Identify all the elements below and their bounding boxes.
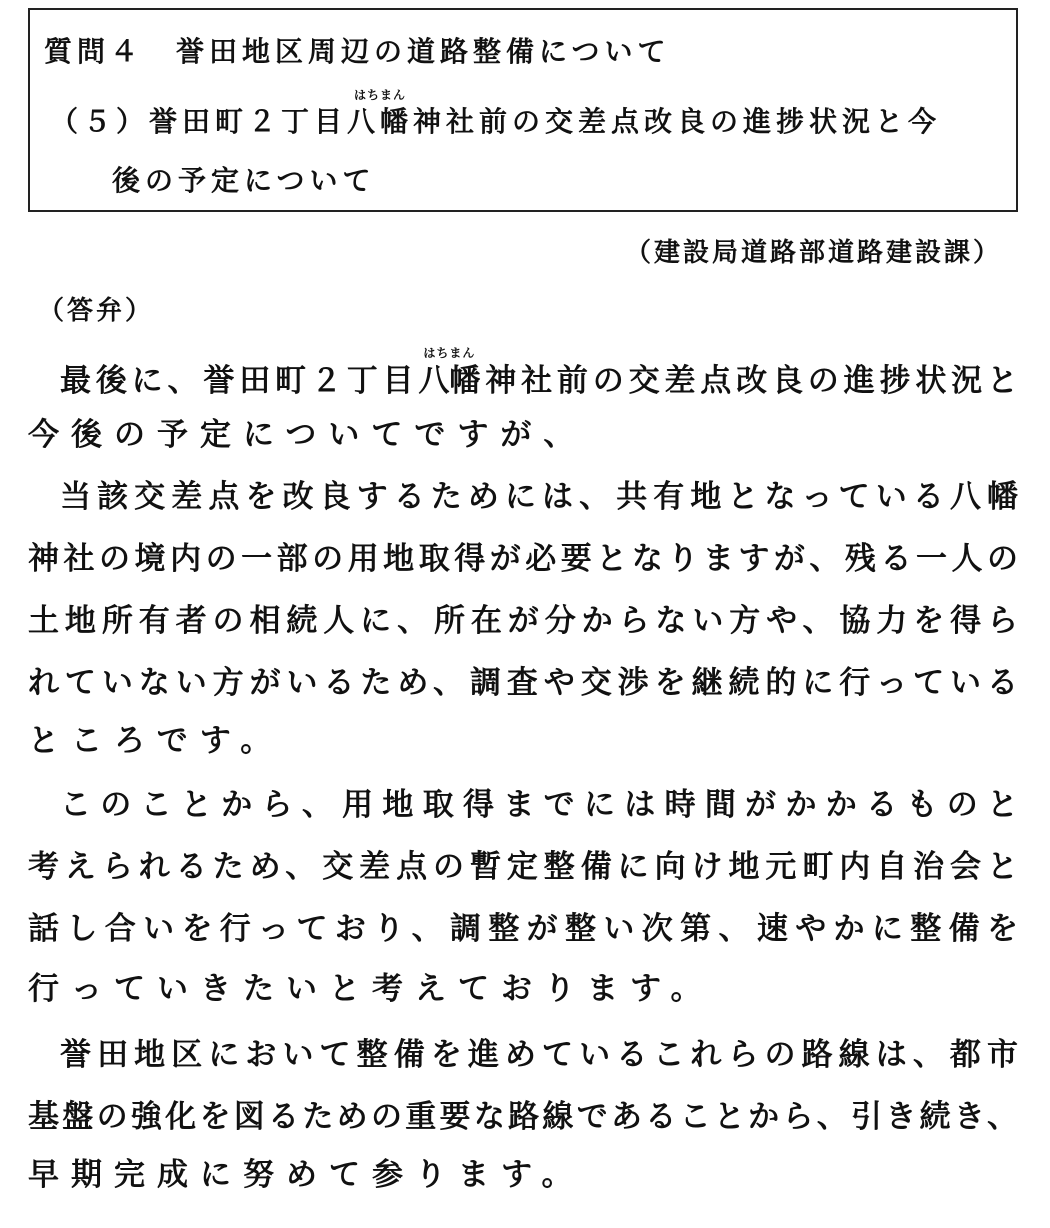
paragraph-4-line: 誉田地区において整備を進めているこれらの路線は、都市 <box>60 1037 1018 1073</box>
paragraph-2-line: ところです。 <box>28 723 284 759</box>
paragraph-3-line: 考えられるため、交差点の暫定整備に向け地元町内自治会と <box>28 849 1018 885</box>
paragraph-2-line: れていない方がいるため、調査や交渉を継続的に行っている <box>28 665 1018 701</box>
paragraph-3-line: このことから、用地取得までには時間がかかるものと <box>60 787 1018 823</box>
hachiman-ruby <box>418 346 481 399</box>
hachiman-base: 八幡 <box>418 363 481 399</box>
paragraph-1-line-1 <box>28 346 1019 399</box>
hachiman-ruby <box>347 88 414 138</box>
question-subtitle-line2: 後の予定について <box>112 164 376 197</box>
hachiman-reading: はちまん <box>354 88 407 102</box>
department-label: （建設局道路部道路建設課） <box>624 238 1002 268</box>
hachiman-base: 八幡 <box>347 105 414 138</box>
paragraph-1-prefix: 最後に、誉田町２丁目 <box>60 363 419 399</box>
question-title: 質問４ 誉田地区周辺の道路整備について <box>44 35 671 68</box>
paragraph-3-line: 話し合いを行っており、調整が整い次第、速やかに整備を <box>28 911 1018 947</box>
paragraph-4-line: 早期完成に努めて参ります。 <box>28 1157 585 1193</box>
paragraph-1-line-2: 今後の予定についてですが、 <box>28 417 587 453</box>
paragraph-2-line: 神社の境内の一部の用地取得が必要となりますが、残る一人の <box>28 541 1018 577</box>
hachiman-reading: はちまん <box>423 346 476 360</box>
question-subtitle-suffix: 神社前の交差点改良の進捗状況と今 <box>413 105 942 138</box>
answer-label: （答弁） <box>38 296 155 326</box>
paragraph-3-line: 行っていきたいと考えております。 <box>28 971 714 1007</box>
question-subtitle-line1 <box>50 88 942 138</box>
question-box <box>28 8 1018 212</box>
paragraph-2-line: 土地所有者の相続人に、所在が分からない方や、協力を得ら <box>28 603 1018 639</box>
paragraph-1-suffix: 神社前の交差点改良の進捗状況と <box>480 363 1019 399</box>
paragraph-2-line: 当該交差点を改良するためには、共有地となっている八幡 <box>60 479 1018 515</box>
paragraph-4-line: 基盤の強化を図るための重要な路線であることから、引き続き、 <box>28 1099 1018 1135</box>
question-subtitle-prefix: （５）誉田町２丁目 <box>50 105 348 138</box>
